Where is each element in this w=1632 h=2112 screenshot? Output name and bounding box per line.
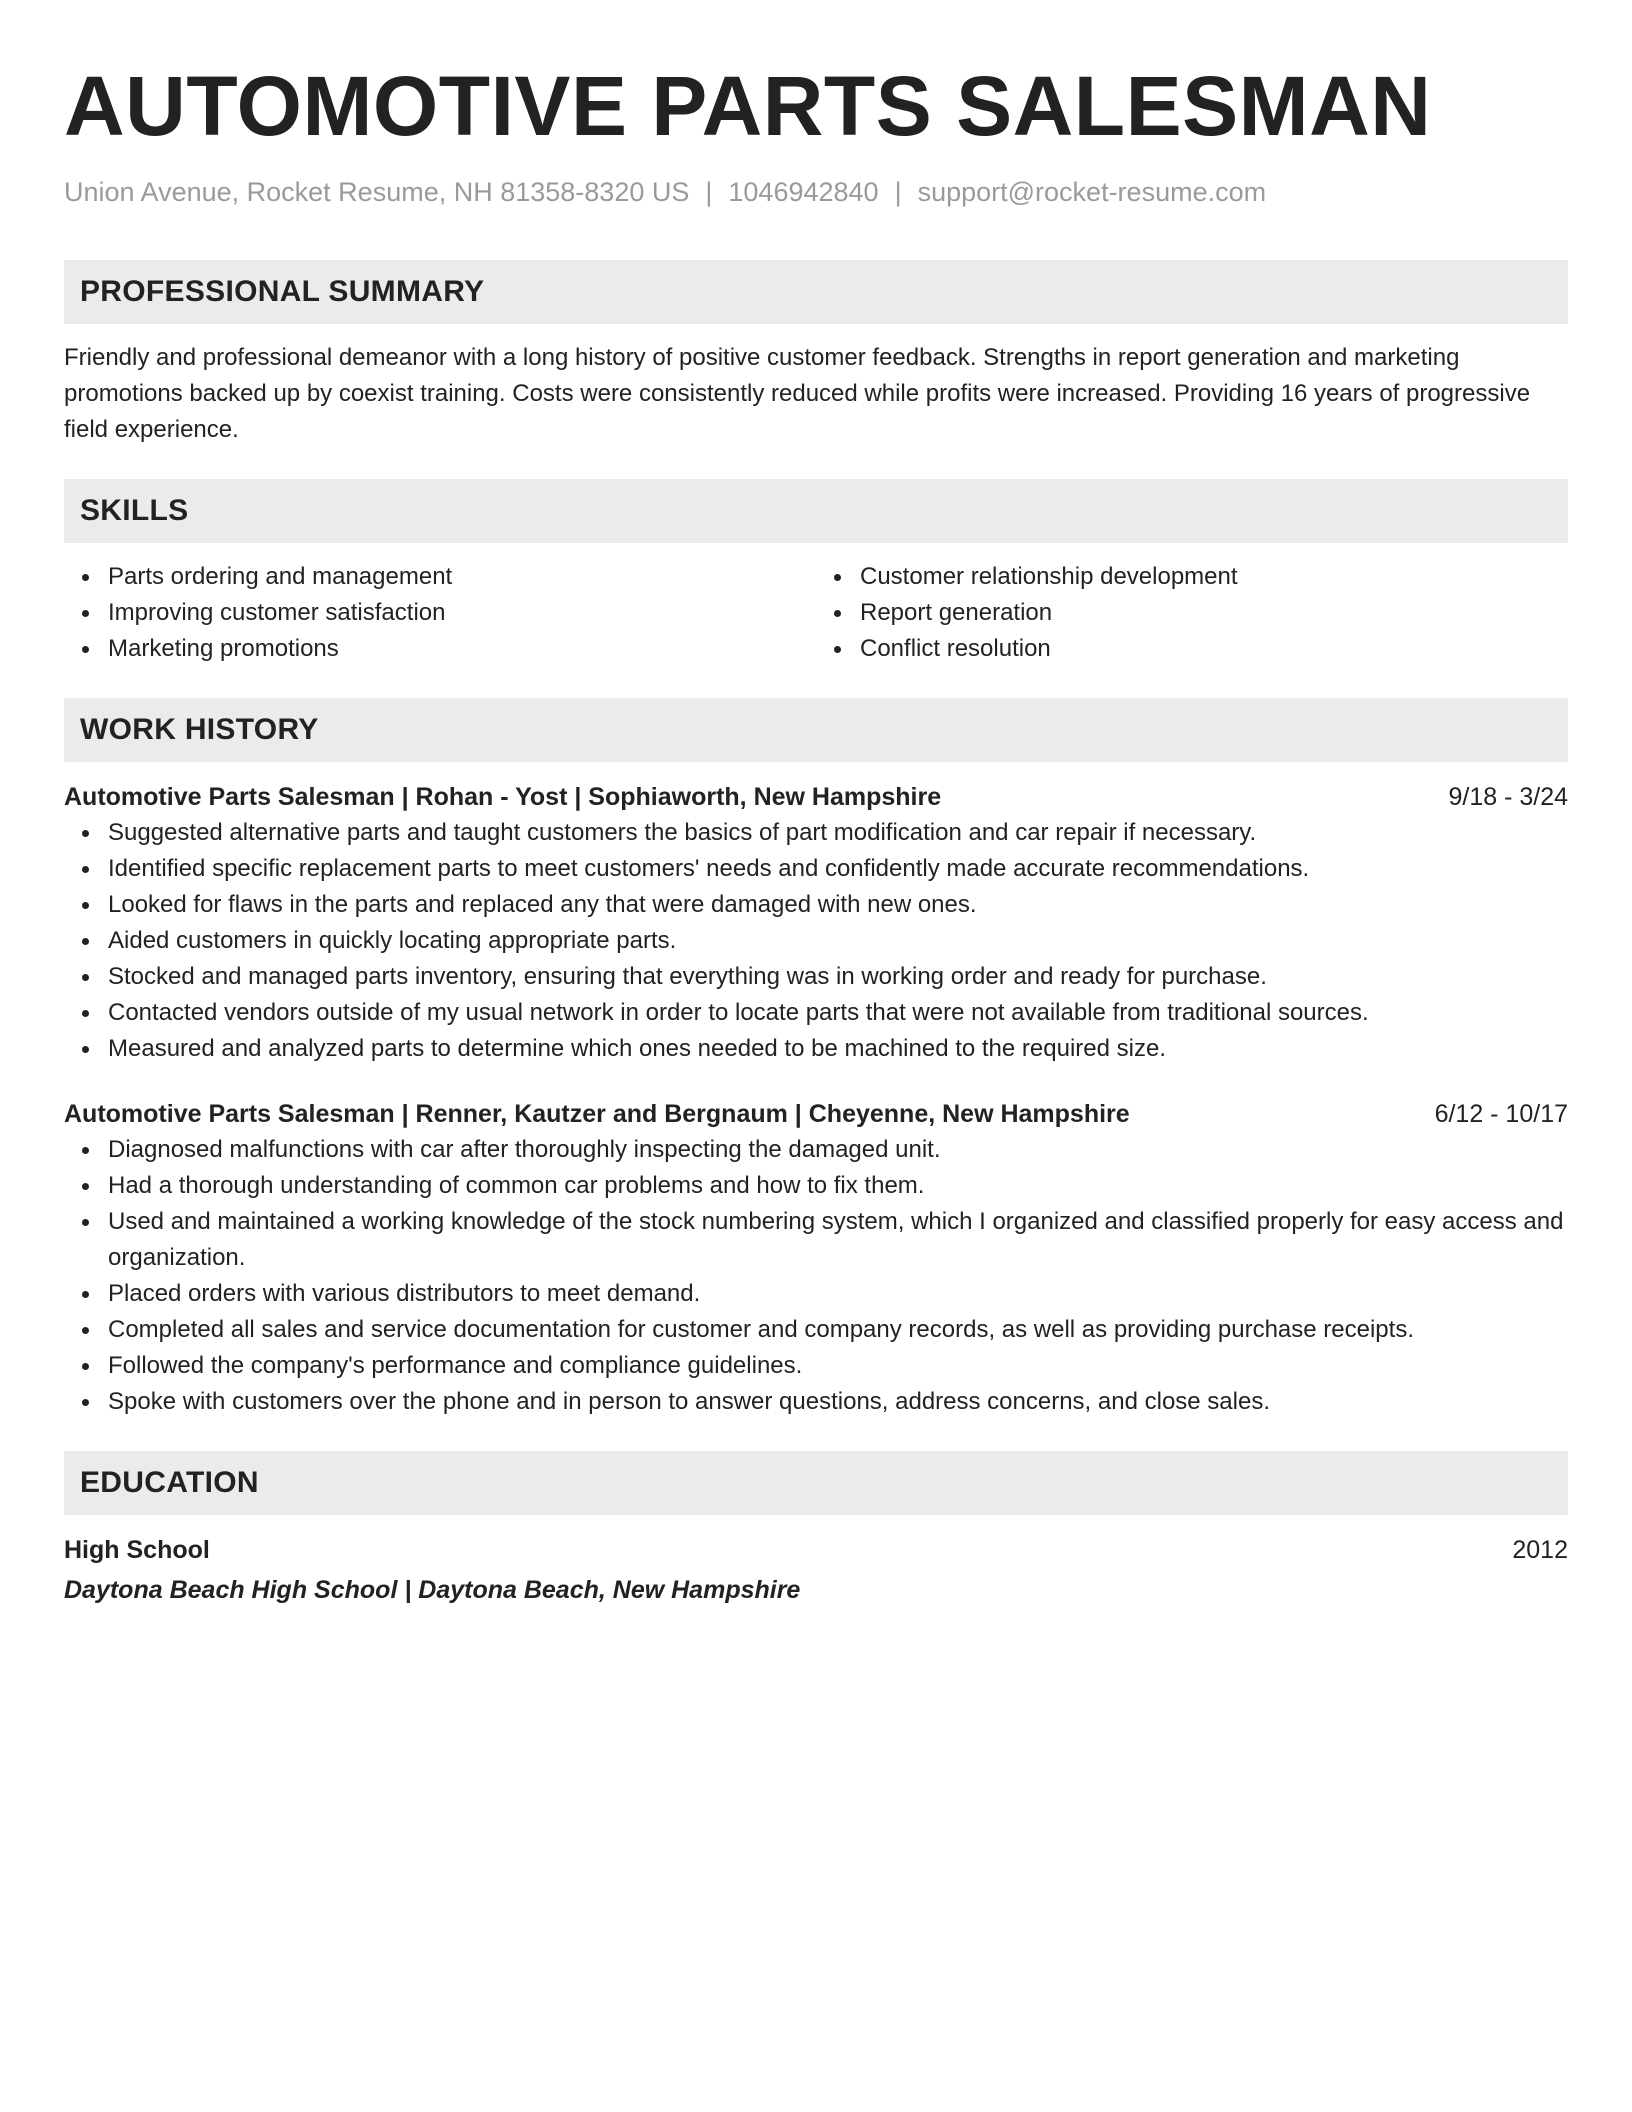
- job-bullet: Looked for flaws in the parts and replaced any that were damaged with new ones.: [108, 887, 1568, 923]
- job-title: Automotive Parts Salesman | Rohan - Yost | Sophiaworth, New Hampshire: [64, 783, 942, 811]
- job-bullets: [64, 1132, 1568, 1420]
- contact-email: support@rocket-resume.com: [917, 177, 1267, 207]
- job-bullet: Suggested alternative parts and taught customers the basics of part modification and car repair if necessary.: [108, 815, 1568, 851]
- job-dates: 9/18 - 3/24: [1448, 783, 1568, 811]
- skill-item: Conflict resolution: [860, 631, 1568, 667]
- skill-item: Report generation: [860, 595, 1568, 631]
- section-heading-summary: PROFESSIONAL SUMMARY: [64, 260, 1568, 324]
- job-dates: 6/12 - 10/17: [1434, 1100, 1568, 1128]
- skills-column-left: [64, 559, 816, 667]
- education-degree: High School: [64, 1536, 210, 1564]
- skill-item: Parts ordering and management: [108, 559, 816, 595]
- resume-name: AUTOMOTIVE PARTS SALESMAN: [64, 59, 1432, 153]
- job-header: [64, 779, 1568, 815]
- job-header: [64, 1096, 1568, 1132]
- education-school: Daytona Beach High School | Daytona Beach, New Hampshire: [64, 1576, 801, 1604]
- job-bullet: Followed the company's performance and compliance guidelines.: [108, 1348, 1568, 1384]
- job-bullet: Had a thorough understanding of common car problems and how to fix them.: [108, 1168, 1568, 1204]
- contact-line: [64, 174, 1568, 210]
- job-bullet: Completed all sales and service documentation for customer and company records, as well as providing purchase receipts.: [108, 1312, 1568, 1348]
- job-bullet: Aided customers in quickly locating appropriate parts.: [108, 923, 1568, 959]
- skill-item: Marketing promotions: [108, 631, 816, 667]
- contact-separator: |: [894, 177, 902, 207]
- skill-item: Customer relationship development: [860, 559, 1568, 595]
- job-bullet: Identified specific replacement parts to meet customers' needs and confidently made accurate recommendations.: [108, 851, 1568, 887]
- summary-text: Friendly and professional demeanor with a long history of positive customer feedback. Strengths in report generation and marketing promotions backed up by coexist training. Costs were consistently reduced while profits were increased. Providing 16 years of progressive field experience.: [64, 344, 1531, 443]
- job-bullet: Diagnosed malfunctions with car after thoroughly inspecting the damaged unit.: [108, 1132, 1568, 1168]
- job-bullet: Spoke with customers over the phone and in person to answer questions, address concerns, and close sales.: [108, 1384, 1568, 1420]
- skills-column-right: [816, 559, 1568, 667]
- job-bullet: Contacted vendors outside of my usual network in order to locate parts that were not available from traditional sources.: [108, 995, 1568, 1031]
- skills-list: [64, 559, 1568, 667]
- job-title: Automotive Parts Salesman | Renner, Kautzer and Bergnaum | Cheyenne, New Hampshire: [64, 1100, 1130, 1128]
- contact-phone: 1046942840: [728, 177, 879, 207]
- skill-item: Improving customer satisfaction: [108, 595, 816, 631]
- job-bullets: [64, 815, 1568, 1067]
- job-bullet: Used and maintained a working knowledge of the stock numbering system, which I organized and classified properly for easy access and organization.: [108, 1204, 1568, 1276]
- job-bullet: Stocked and managed parts inventory, ensuring that everything was in working order and ready for purchase.: [108, 959, 1568, 995]
- job-bullet: Placed orders with various distributors to meet demand.: [108, 1276, 1568, 1312]
- contact-address: Union Avenue, Rocket Resume, NH 81358-8320 US: [64, 177, 690, 207]
- section-heading-education: EDUCATION: [64, 1451, 1568, 1515]
- section-heading-work-history: WORK HISTORY: [64, 698, 1568, 762]
- job-bullet: Measured and analyzed parts to determine which ones needed to be machined to the required size.: [108, 1031, 1568, 1067]
- education-year: 2012: [1512, 1536, 1568, 1564]
- section-heading-skills: SKILLS: [64, 479, 1568, 543]
- education-header: [64, 1532, 1568, 1568]
- contact-separator: |: [705, 177, 713, 207]
